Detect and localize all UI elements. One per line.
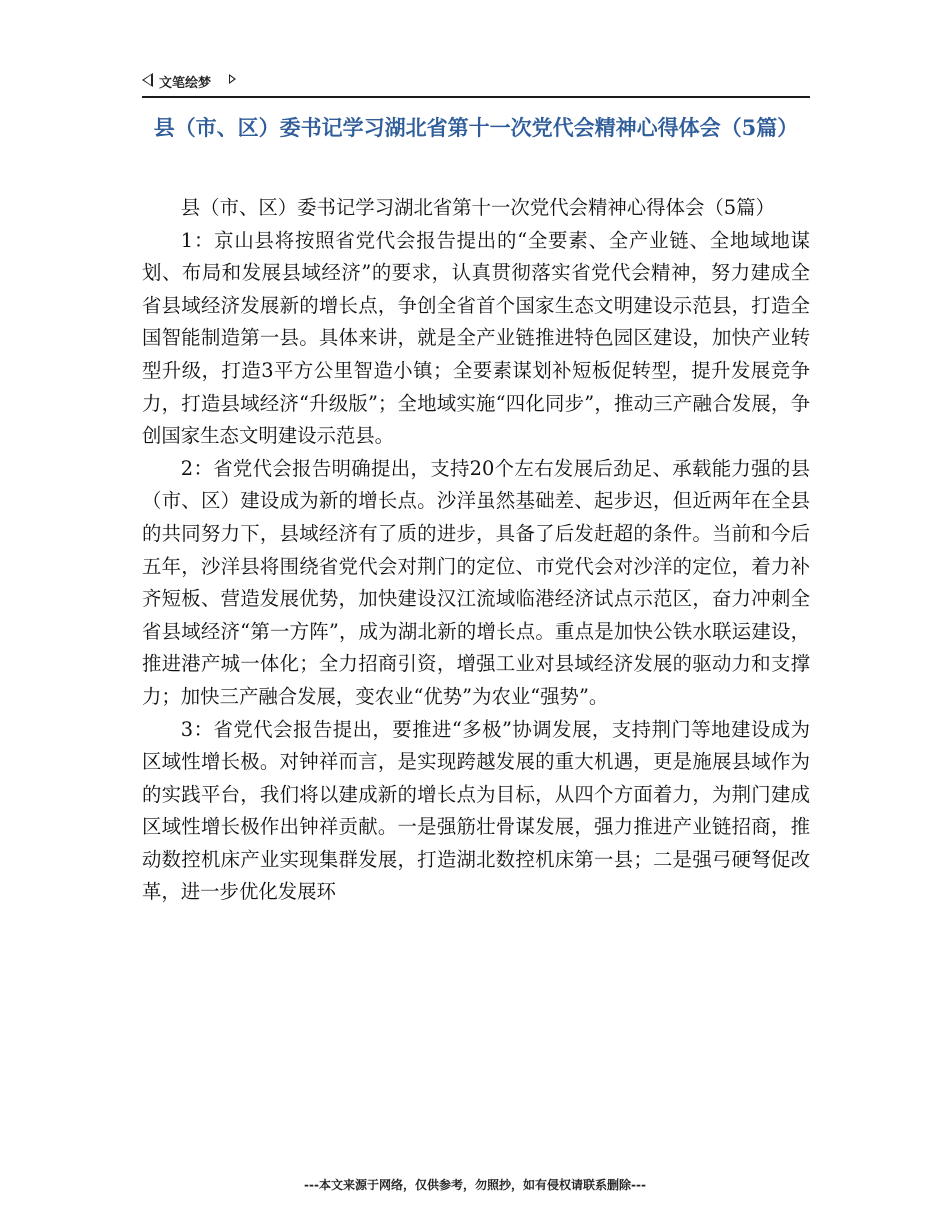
document-title: 县（市、区）委书记学习湖北省第十一次党代会精神心得体会（5篇）: [153, 115, 799, 140]
paragraph-3: 3：省党代会报告提出，要推进“多极”协调发展，支持荆门等地建设成为区域性增长极。对钟祥而言，是实现跨越发展的重大机遇，更是施展县域作为的实践平台，我们将以建成新的增长点为目标，从四个方面着力，为荆门建成区域性增长极作出钟祥贡献。一是强筋壮骨谋发展，强力推进产业链招商，推动数控机床产业实现集群发展，打造湖北数控机床第一县；二是强弓硬弩促改革，进一步优化发展环: [142, 717, 810, 904]
paragraph-1: 1：京山县将按照省党代会报告提出的“全要素、全产业链、全地域地谋划、布局和发展县域经济”的要求，认真贯彻落实省党代会精神，努力建成全省县域经济发展新的增长点，争创全省首个国家生态文明建设示范县，打造全国智能制造第一县。具体来讲，就是全产业链推进特色园区建设，加快产业转型升级，打造3平方公里智造小镇；全要素谋划补短板促转型，提升发展竞争力，打造县域经济“升级版”；全地域实施“四化同步”，推动三产融合发展，争创国家生态文明建设示范县。: [142, 228, 810, 448]
page-header: [142, 70, 810, 98]
footer-disclaimer: ---本文来源于网络，仅供参考，勿照抄，如有侵权请联系删除---: [304, 1178, 646, 1192]
paragraph-heading: 县（市、区）委书记学习湖北省第十一次党代会精神心得体会（5篇）: [180, 196, 775, 219]
paragraph-2: 2：省党代会报告明确提出，支持20个左右发展后劲足、承载能力强的县（市、区）建设成为新的增长点。沙洋虽然基础差、起步迟，但近两年在全县的共同努力下，县域经济有了质的进步，具备了后发赶超的条件。当前和今后五年，沙洋县将围绕省党代会对荆门的定位、市党代会对沙洋的定位，着力补齐短板、营造发展优势，加快建设汉江流域临港经济试点示范区，奋力冲刺全省县域经济“第一方阵”，成为湖北新的增长点。重点是加快公铁水联运建设，推进港产城一体化；全力招商引资，增强工业对县域经济发展的驱动力和支撑力；加快三产融合发展，变农业“优势”为农业“强势”。: [142, 456, 810, 708]
document-body: [142, 192, 810, 909]
brand-name: 文笔绘梦: [159, 76, 212, 91]
triangle-left-icon: [142, 73, 153, 87]
triangle-right-icon: [229, 74, 236, 84]
